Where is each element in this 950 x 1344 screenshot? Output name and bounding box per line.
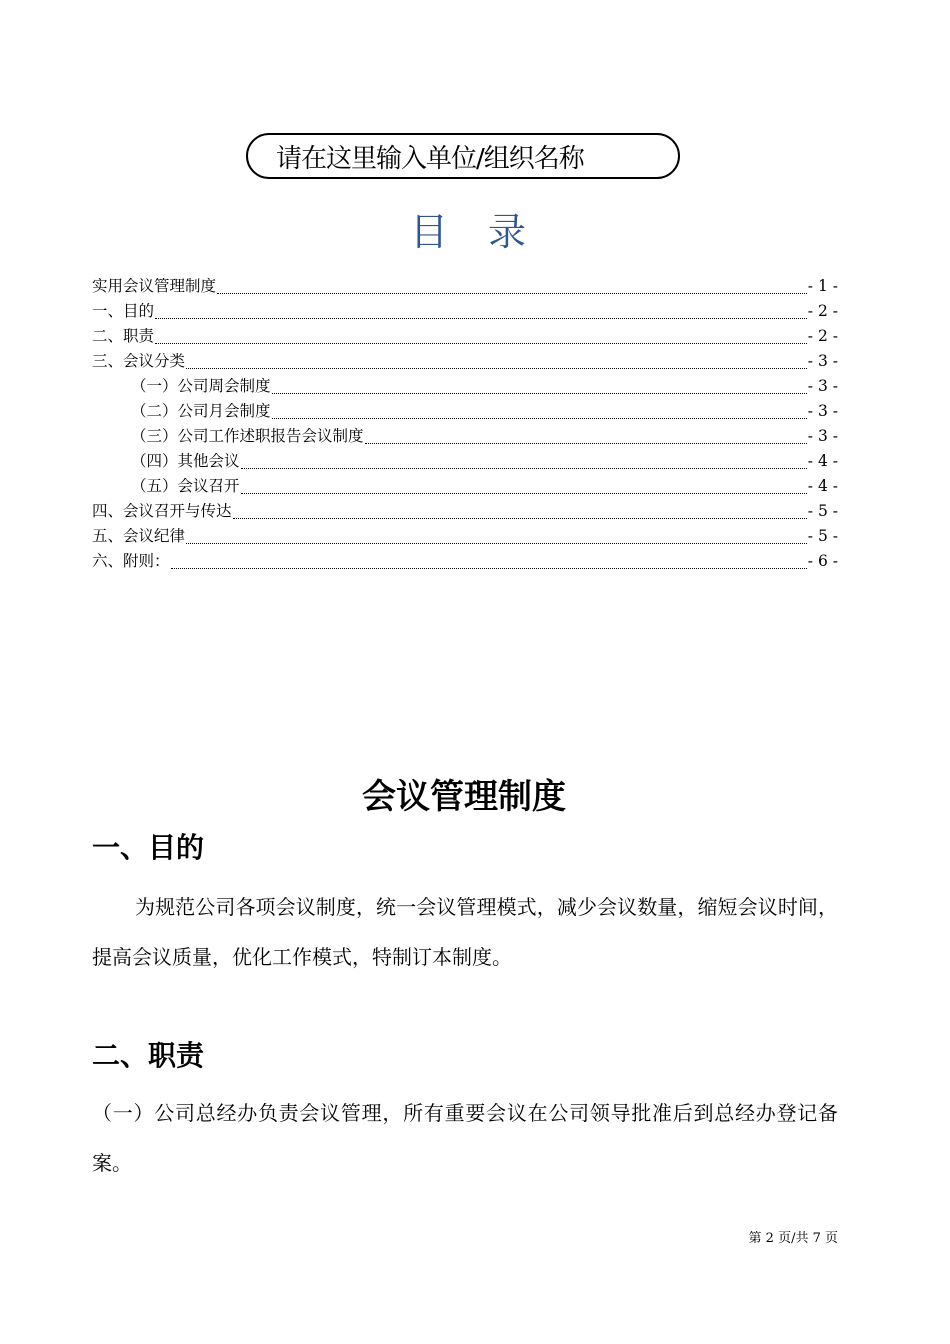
toc-entry-label: 四、会议召开与传达 (92, 502, 232, 520)
toc-leader-dots (241, 467, 807, 469)
toc-entry[interactable] (92, 399, 838, 424)
toc-entry[interactable] (92, 274, 838, 299)
toc-entry[interactable] (92, 424, 838, 449)
page-number-footer: 第 2 页/共 7 页 (748, 1231, 838, 1246)
toc-entry-label: 五、会议纪律 (92, 527, 186, 545)
toc-leader-dots (272, 417, 807, 419)
toc-entry-page: - 3 - (807, 402, 838, 420)
toc-entry[interactable] (92, 374, 838, 399)
toc-entry-page: - 4 - (807, 452, 838, 470)
toc-entry-page: - 2 - (807, 327, 838, 345)
toc-entry-label: （三）公司工作述职报告会议制度 (131, 427, 364, 445)
toc-entry[interactable] (92, 549, 838, 574)
toc-entry[interactable] (92, 449, 838, 474)
org-name-box (246, 133, 680, 179)
toc-leader-dots (233, 517, 807, 519)
toc-entry-label: 二、职责 (92, 327, 155, 345)
section-heading-duties: 二、职责 (92, 1039, 205, 1072)
toc-leader-dots (155, 342, 807, 344)
toc-entry[interactable] (92, 324, 838, 349)
toc-entry-label: 六、附则： (92, 552, 170, 570)
org-name: 请在这里输入单位/组织名称 (276, 143, 584, 174)
document-title: 会议管理制度 (362, 777, 566, 817)
toc-leader-dots (272, 392, 807, 394)
toc-entry-label: 三、会议分类 (92, 352, 186, 370)
section-text-duties: （一）公司总经办负责会议管理，所有重要会议在公司领导批准后到总经办登记备案。 (92, 1101, 838, 1175)
table-of-contents (92, 274, 838, 574)
toc-entry[interactable] (92, 299, 838, 324)
toc-leader-dots (217, 292, 807, 294)
toc-entry[interactable] (92, 474, 838, 499)
toc-entry-page: - 4 - (807, 477, 838, 495)
toc-leader-dots (186, 542, 807, 544)
toc-entry-page: - 1 - (807, 277, 838, 295)
toc-entry-page: - 5 - (807, 502, 838, 520)
toc-leader-dots (155, 317, 807, 319)
toc-entry-page: - 2 - (807, 302, 838, 320)
toc-entry-label: 一、目的 (92, 302, 155, 320)
toc-entry-label: （五）会议召开 (131, 477, 240, 495)
toc-leader-dots (241, 492, 807, 494)
toc-leader-dots (365, 442, 807, 444)
toc-entry-page: - 3 - (807, 352, 838, 370)
toc-entry-label: （二）公司月会制度 (131, 402, 271, 420)
toc-entry-label: （一）公司周会制度 (131, 377, 271, 395)
section-text-purpose: 为规范公司各项会议制度，统一会议管理模式，减少会议数量，缩短会议时间，提高会议质量，优化工作模式，特制订本制度。 (92, 895, 838, 969)
toc-entry-page: - 3 - (807, 427, 838, 445)
toc-entry-label: 实用会议管理制度 (92, 277, 217, 295)
section-heading-purpose: 一、目的 (92, 831, 205, 864)
toc-leader-dots (186, 367, 807, 369)
toc-entry-label: （四）其他会议 (131, 452, 240, 470)
toc-entry[interactable] (92, 524, 838, 549)
toc-entry[interactable] (92, 349, 838, 374)
toc-entry-page: - 5 - (807, 527, 838, 545)
toc-entry-page: - 6 - (807, 552, 838, 570)
toc-entry-page: - 3 - (807, 377, 838, 395)
toc-leader-dots (171, 567, 807, 569)
toc-title: 目 录 (409, 210, 541, 254)
toc-entry[interactable] (92, 499, 838, 524)
